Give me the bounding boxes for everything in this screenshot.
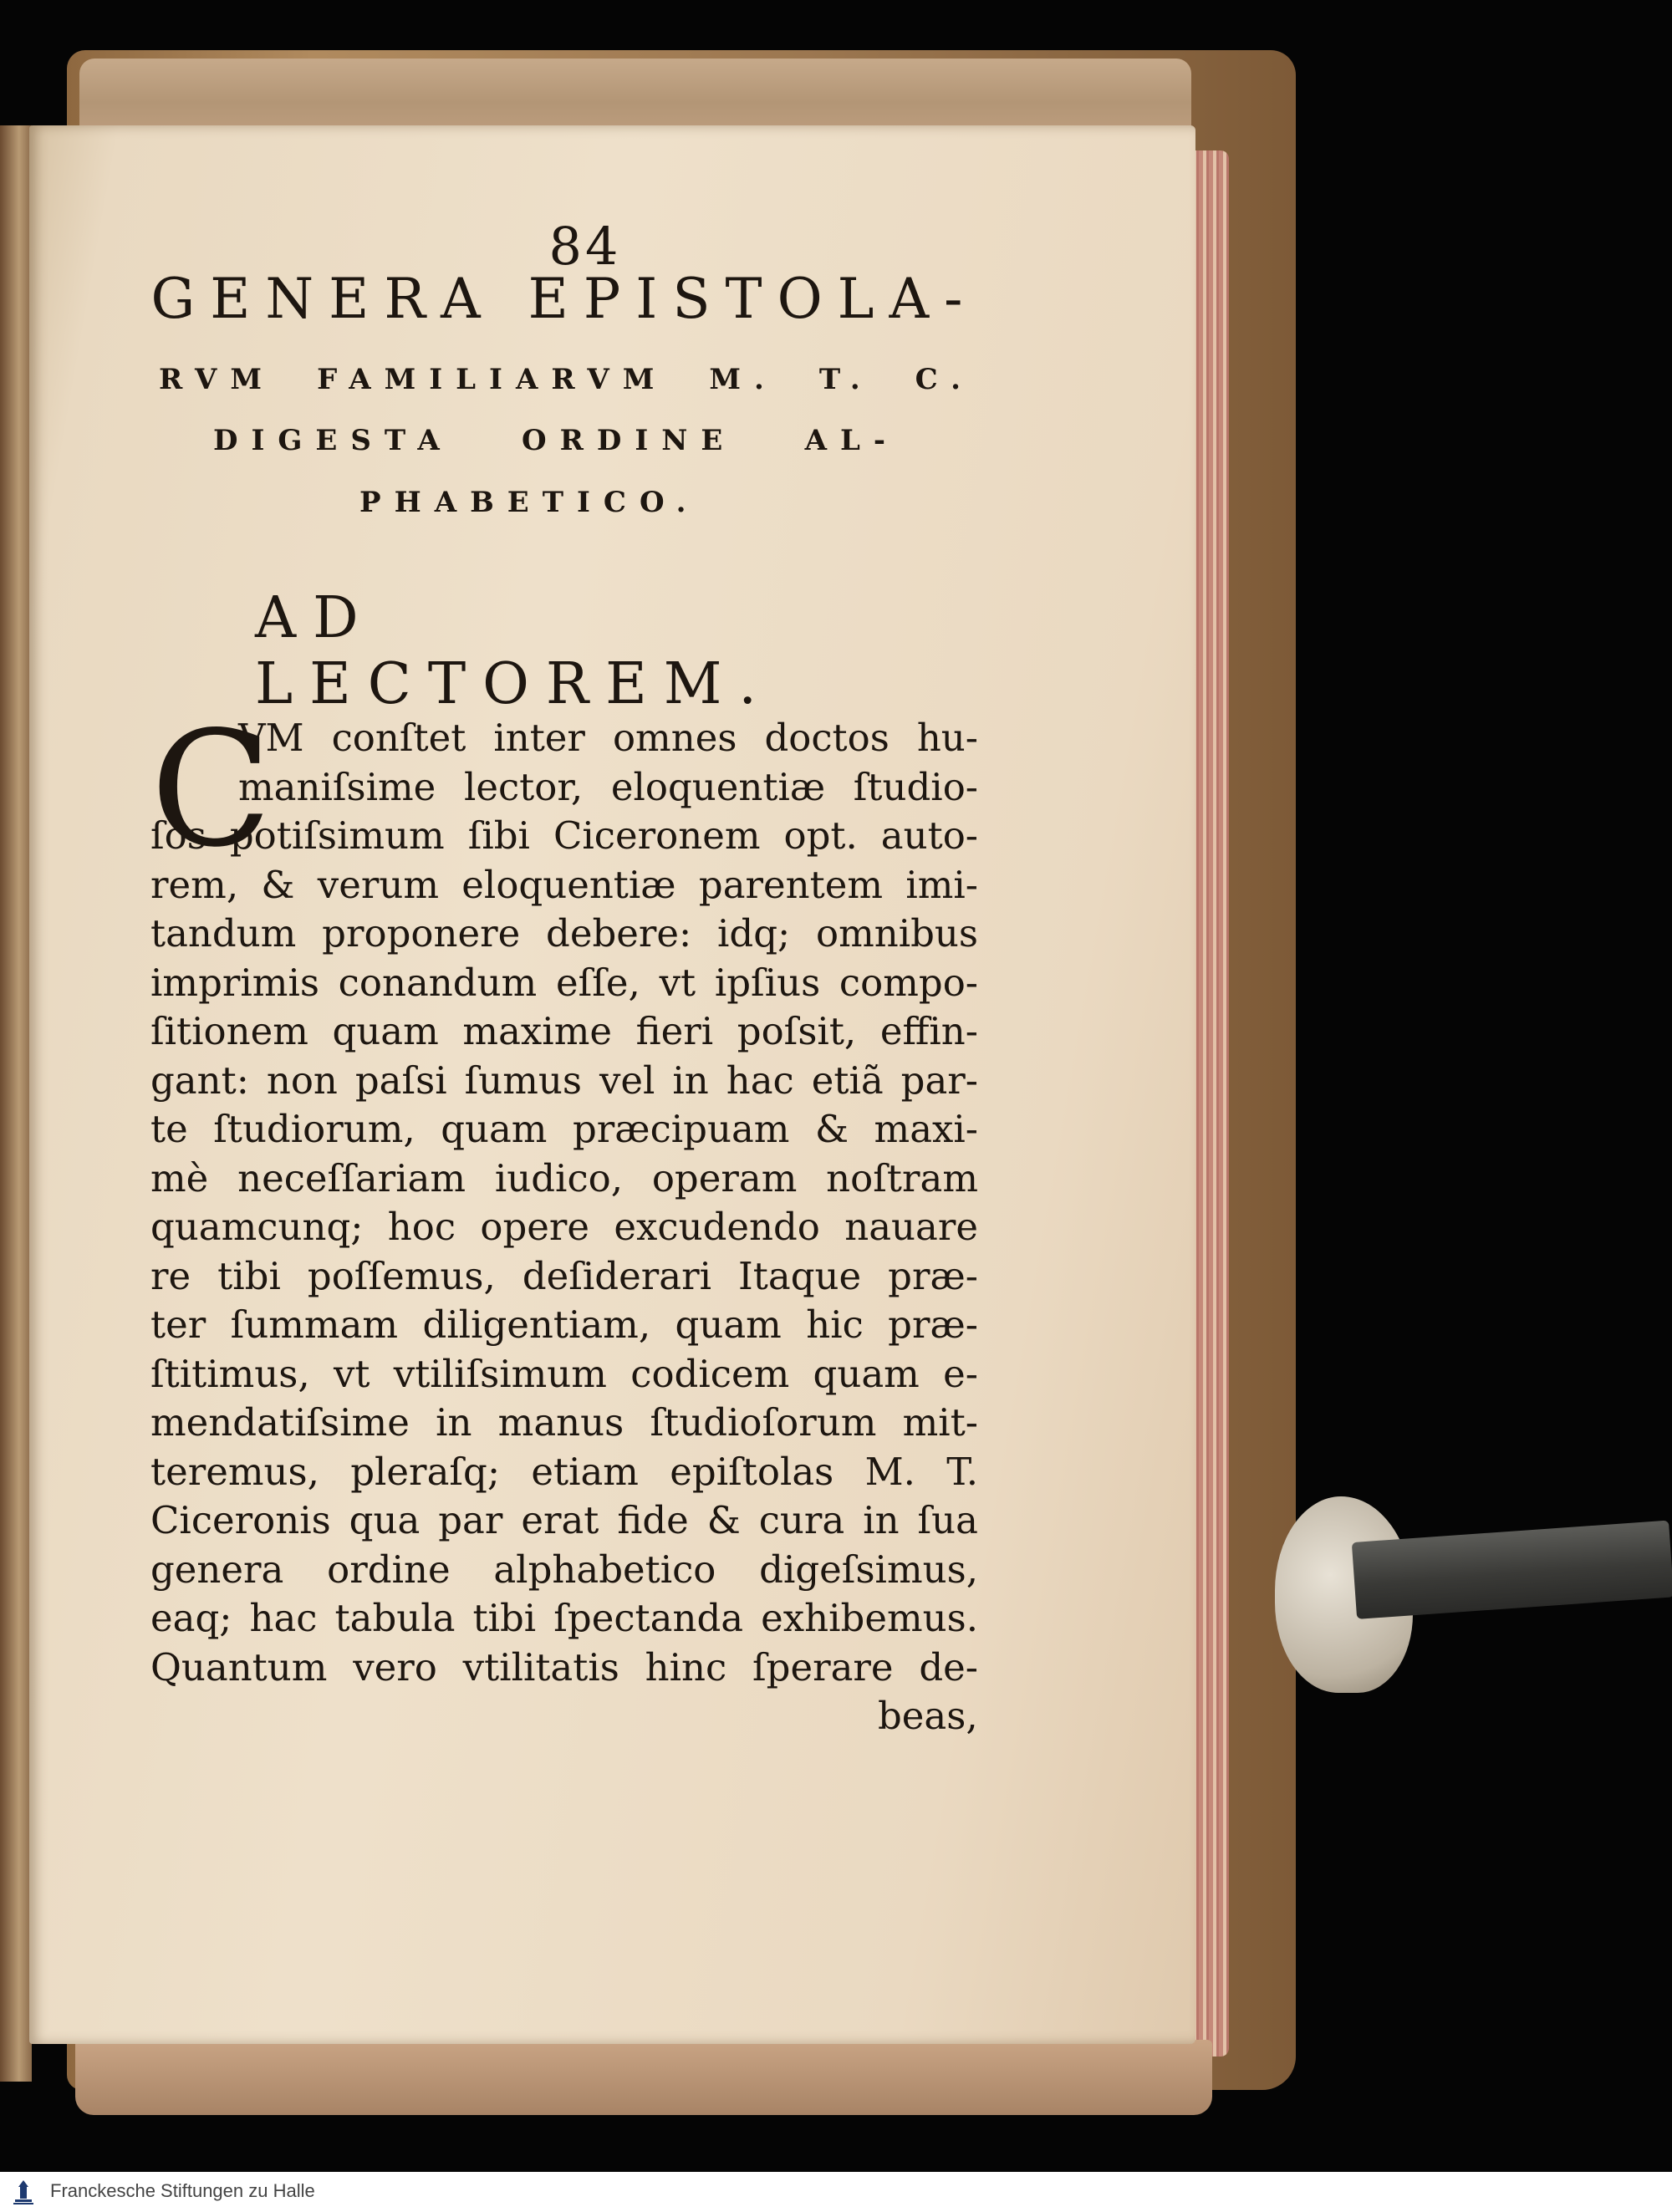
body-line: genera ordine alphabetico digeſsimus, xyxy=(150,1547,978,1592)
body-line: quamcunq; hoc opere excudendo nauare xyxy=(150,1205,978,1249)
body-line: eaq; hac tabula tibi ſpectanda exhibemus. xyxy=(150,1596,978,1640)
body-line: ter ſummam diligentiam, quam hic præ- xyxy=(150,1302,978,1347)
clasp-strap xyxy=(1352,1521,1672,1619)
body-line: ſtitimus, vt vtiliſsimum codicem quam e- xyxy=(150,1351,978,1396)
body-line: tandum proponere debere: idq; omnibus xyxy=(150,911,978,956)
body-line: Ciceronis qua par erat fide & cura in ſua xyxy=(150,1498,978,1542)
body-line: maniſsime lector, eloquentiæ ſtudio- xyxy=(238,764,978,809)
body-line: ſitionem quam maxime fieri poſsit, effin- xyxy=(150,1009,978,1053)
drop-cap: C xyxy=(150,697,273,882)
section-heading: AD LECTOREM. xyxy=(255,585,774,717)
subtitle-line-1: RVM FAMILIARVM M. T. C. xyxy=(159,363,974,396)
page-title: GENERA EPISTOLA- xyxy=(150,267,978,331)
body-line: re tibi poſſemus, deſiderari Itaque præ- xyxy=(150,1253,978,1298)
body-line: teremus, pleraſq; etiam epiſtolas M. T. xyxy=(150,1449,978,1494)
page-number: 84 xyxy=(548,216,622,277)
body-line: imprimis conandum eſſe, vt ipſius compo- xyxy=(150,960,978,1005)
adjacent-page-edge xyxy=(0,125,32,2082)
cover-bottom-edge xyxy=(75,2040,1212,2115)
franckesche-stiftungen-logo-icon xyxy=(8,2177,38,2207)
footer-institution: Franckesche Stiftungen zu Halle xyxy=(50,2180,315,2201)
body-line: te ſtudiorum, quam præcipuam & maxi- xyxy=(150,1107,978,1151)
subtitle-line-2: DIGESTA ORDINE AL- xyxy=(213,424,899,457)
body-line: Quantum vero vtilitatis hinc ſperare de- xyxy=(150,1644,978,1690)
body-line: VM conſtet inter omnes doctos hu- xyxy=(238,716,978,760)
body-line: rem, & verum eloquentiæ parentem imi- xyxy=(150,862,978,907)
book-clasp xyxy=(1275,1496,1672,1714)
body-line: mè neceſſariam iudico, operam noſtram xyxy=(150,1155,978,1200)
body-line: ſos potiſsimum ſibi Ciceronem opt. auto- xyxy=(150,813,978,858)
body-line: mendatiſsime in manus ſtudioſorum mit- xyxy=(150,1400,978,1445)
body-line: beas, xyxy=(878,1694,978,1738)
footer-bar xyxy=(0,2172,1672,2212)
body-line: gant: non paſsi ſumus vel in hac etiã par- xyxy=(150,1058,978,1103)
subtitle-line-3: PHABETICO. xyxy=(359,486,700,519)
